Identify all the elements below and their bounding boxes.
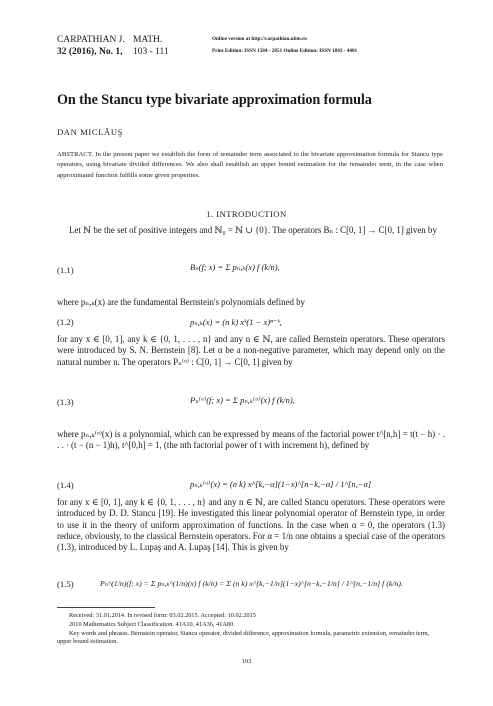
equation-number-1-3: (1.3) bbox=[57, 397, 74, 407]
paragraph-4: where pₙ,ₖ⁽ᵅ⁾(x) is a polynomial, which can be expressed by means of the factorial power t^[n,h] = t(t − h) · . . . · (t − (n − 1)h), t^[0,h] = 1, (the nth factorial power of t with increment h), defined by bbox=[57, 429, 445, 451]
equation-number-1-1: (1.1) bbox=[57, 265, 74, 275]
journal-pages: 103 - 111 bbox=[133, 47, 169, 57]
equation-number-1-4: (1.4) bbox=[57, 480, 74, 490]
received-dates: Received: 31.01.2014. In revised form: 03.02.2015. Accepted: 10.02.2015 bbox=[69, 612, 256, 619]
equation-number-1-2: (1.2) bbox=[57, 317, 74, 327]
journal-subject: MATH. bbox=[133, 35, 163, 45]
msc-classification: 2010 Mathematics Subject Classification. 41A10, 41A36, 41A80. bbox=[69, 621, 235, 628]
author-name: DAN MICLĂUŞ bbox=[57, 127, 124, 137]
page-number: 103 bbox=[241, 658, 252, 665]
paragraph-3: for any x ∈ [0, 1], any k ∈ {0, 1, . . . , n} and any n ∈ ℕ, are called Bernstein operators. These operators were introduced by S. N. Bernstein [8]. Let α be a non-negative parameter, which may depend only on the natural number n. The operators Pₙ⁽ᵅ⁾ : C[0, 1] → C[0, 1] given by bbox=[57, 334, 445, 367]
paper-title: On the Stancu type bivariate approximation formula bbox=[57, 92, 372, 108]
footnote-rule bbox=[57, 607, 155, 608]
abstract-label: ABSTRACT. bbox=[57, 151, 94, 158]
journal-volume: 32 (2016), No. 1, bbox=[57, 47, 123, 57]
equation-1-3: Pₙ⁽ᵅ⁾(f; x) = Σ pₙ,ₖ⁽ᵅ⁾(x) f (k/n), bbox=[190, 395, 295, 405]
equation-number-1-5: (1.5) bbox=[57, 579, 74, 589]
paragraph-5: for any x ∈ [0, 1], any k ∈ {0, 1, . . . , n} and any n ∈ ℕ, are called Stancu operators. These operators were introduced by D. D. Stancu [19]. He investigated this linear polynomial operator of Bernstein type, in order to use it in the theory of uniform approximation of functions. In the case when α = 0, the operators (1.3) reduce, obviously, to the classical Bernstein operators. For α = 1/n one obtains a special case of the operators (1.3), introduced by L. Lupaş and A. Lupaş [14]. This is given by bbox=[57, 497, 445, 553]
equation-1-2: pₙ,ₖ(x) = (n k) xᵏ(1 − x)ⁿ⁻ᵏ, bbox=[190, 317, 282, 327]
online-version: Online version at http://carpathian.ubm.ro bbox=[212, 36, 307, 42]
abstract bbox=[57, 150, 443, 181]
journal-name: CARPATHIAN J. bbox=[57, 35, 125, 45]
equation-1-5: Pₙ^(1/n)(f; x) = Σ pₙ,ₖ^(1/n)(x) f (k/n) = Σ (n k) x^[k,−1/n](1−x)^[n−k,−1/n] / 1^[n,−1/n] f (k/n). bbox=[100, 579, 403, 588]
abstract-text: In the present paper we establish the form of remainder term associated to the bivariate approximation formula for Stancu type operators, using bivariate divided differences. We also shall establish an upper bound estimation for the remainder term, in the case when approximated function fulfills some given properties. bbox=[57, 151, 443, 179]
equation-1-4: pₙ,ₖ⁽ᵅ⁾(x) = (n k) x^[k,−α](1−x)^[n−k,−α] / 1^[n,−α] bbox=[190, 479, 372, 489]
equation-1-1: Bₙ(f; x) = Σ pₙ,ₖ(x) f (k/n), bbox=[190, 262, 280, 272]
keywords: Key words and phrases. Bernstein operator, Stancu operator, divided difference, approximation formula, parametric extension, remainder term, upper bound estimation. bbox=[57, 630, 430, 646]
print-edition: Print Edition: ISSN 1584 - 2851 Online Edition: ISSN 1843 - 4401 bbox=[212, 48, 358, 54]
section-heading: 1. INTRODUCTION bbox=[206, 209, 287, 219]
paragraph-2: where pₙ,ₖ(x) are the fundamental Bernstein's polynomials defined by bbox=[57, 297, 305, 307]
paragraph-1: Let ℕ be the set of positive integers and ℕ₀ = ℕ ∪ {0}. The operators Bₙ : C[0, 1] → C[0, 1] given by bbox=[69, 225, 437, 235]
